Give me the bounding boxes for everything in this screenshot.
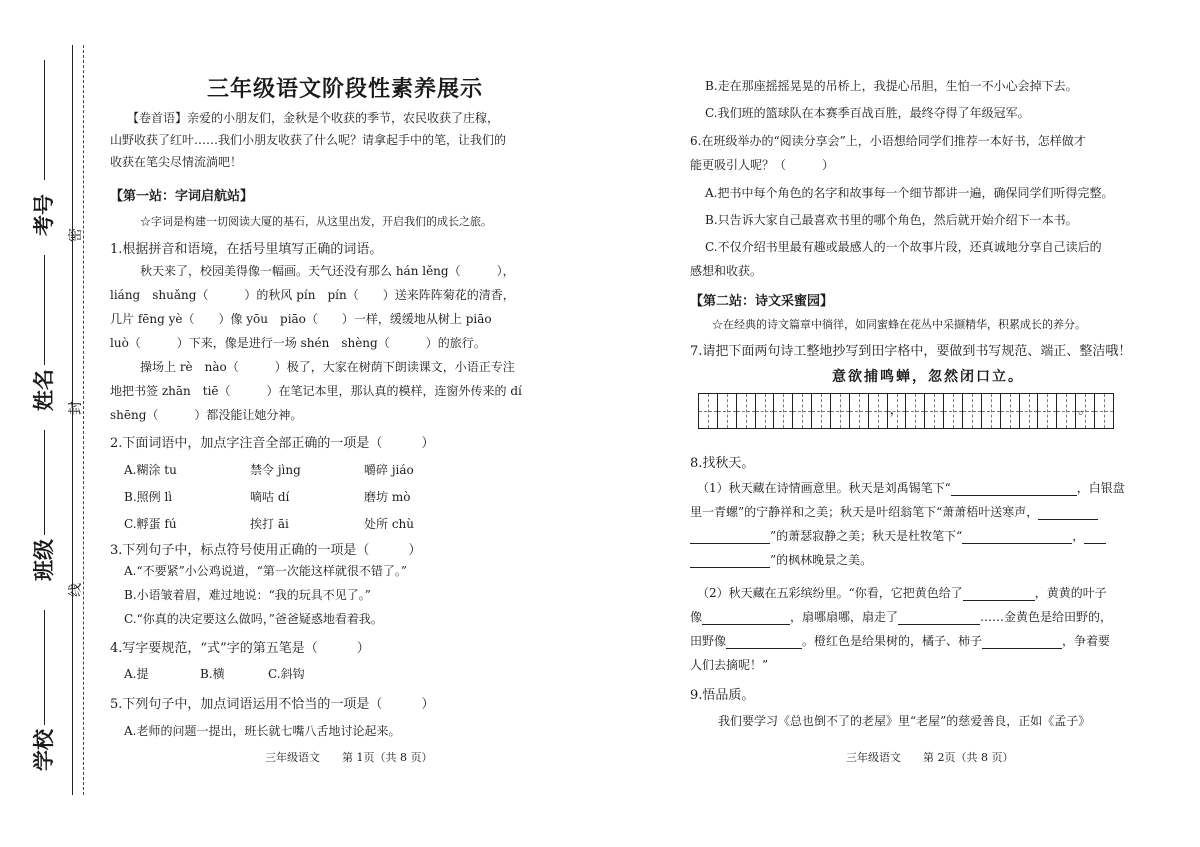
q2-a-2: 禁令 jìng	[250, 463, 301, 477]
answer-blank[interactable]	[963, 586, 1035, 601]
q8-text: （2）秋天藏在五彩缤纷里。“你看，它把黄色给了	[697, 586, 963, 600]
xingming-blank	[44, 255, 45, 365]
grid-cell	[812, 394, 831, 428]
answer-blank[interactable]	[690, 529, 770, 544]
q8-text: 里一青螺”的宁静祥和之美；秋天是叶绍翁笔下“萧萧梧叶送寒声，	[690, 505, 1039, 519]
seal-feng: 封	[68, 401, 84, 415]
answer-blank[interactable]	[1038, 505, 1098, 520]
q2-c-3: 处所 chù	[364, 517, 414, 531]
station2-motto: ☆在经典的诗文篇章中徜徉，如同蜜蜂在花丛中采撷精华，积累成长的养分。	[712, 318, 1086, 331]
q9-stem: 9.悟品质。	[690, 688, 755, 703]
page-title: 三年级语文阶段性素养展示	[207, 76, 484, 102]
grid-cell	[831, 394, 850, 428]
answer-blank[interactable]	[690, 553, 770, 568]
footer-right: 三年级语文 第 2页（共 8 页）	[846, 751, 1014, 764]
q6-option-b: B.只告诉大家自己最喜欢书里的哪个角色，然后就开始介绍下一本书。	[705, 213, 1078, 227]
q6-stem-2: 能更吸引人呢？（ ）	[690, 158, 835, 172]
q1-line-5: 操场上 rè nào（ ）极了，大家在树荫下朗读课文，小语正专注	[140, 360, 515, 374]
answer-blank[interactable]	[951, 481, 1077, 496]
label-xuexiao: 学校	[31, 729, 56, 771]
footer-left: 三年级语文 第 1页（共 8 页）	[265, 751, 433, 764]
grid-cell	[699, 394, 718, 428]
grid-cell	[1001, 394, 1020, 428]
q3-option-c: C.“你真的决定要这么做吗，”爸爸疑惑地看着我。	[124, 612, 383, 626]
grid-cell	[774, 394, 793, 428]
q2-a-1: A.糊涂 tu	[124, 463, 177, 477]
q1-line-2: liáng shuǎng（ ）的秋风 pín pín（ ）送来阵阵菊花的清香，	[110, 288, 515, 302]
q8-part1-line3	[690, 527, 1106, 544]
seal-mi: 密	[68, 228, 84, 242]
q8-text: （1）秋天藏在诗情画意里。秋天是刘禹锡笔下“	[697, 481, 951, 495]
q5-option-b: B.走在那座摇摇晃晃的吊桥上，我提心吊胆，生怕一不小心会掉下去。	[705, 79, 1078, 93]
q6-option-c-1: C.不仅介绍书里最有趣或最感人的一个故事片段，还真诚地分享自己读后的	[705, 240, 1102, 254]
q6-option-a: A.把书中每个角色的名字和故事每一个细节都讲一遍，确保同学们听得完整。	[705, 186, 1114, 200]
q7-poem: 意欲捕鸣蝉，忽然闭口立。	[832, 369, 1024, 385]
grid-cell-comma: ，	[888, 394, 907, 428]
q3-option-a: A.“不要紧”小公鸡说道，“第一次能这样就很不错了。”	[124, 564, 408, 578]
grid-cell	[869, 394, 888, 428]
q8-text: 像	[690, 610, 703, 624]
q7-stem: 7.请把下面两句诗工整地抄写到田字格中，要做到书写规范、端正、整洁哦！	[690, 344, 1132, 359]
q8-text: ……金黄色是给田野的，	[980, 610, 1113, 624]
q5-option-c: C.我们班的篮球队在本赛季百战百胜，最终夺得了年级冠军。	[705, 106, 1030, 120]
tianzige-grid	[698, 393, 1114, 429]
grid-cell	[963, 394, 982, 428]
grid-cell	[756, 394, 775, 428]
q3-option-b: B.小语皱着眉，难过地说：“我的玩具不见了。”	[124, 588, 371, 602]
q2-c-1: C.孵蛋 fú	[124, 517, 177, 531]
q2-a-3: 嚼碎 jiáo	[364, 463, 414, 477]
q9-line: 我们要学习《总也倒不了的老屋》里“老屋”的慈爱善良，正如《孟子》	[718, 714, 1091, 728]
grid-cell	[850, 394, 869, 428]
grid-cell	[1020, 394, 1039, 428]
grid-cell	[793, 394, 812, 428]
grid-cell	[718, 394, 737, 428]
grid-cell	[1095, 394, 1113, 428]
xuexiao-blank	[44, 610, 45, 725]
q8-text: ”的萧瑟寂静之美；秋天是杜牧笔下“	[770, 529, 963, 543]
q4-option-c: C.斜钩	[268, 667, 305, 681]
q8-text: ”的枫林晚景之美。	[770, 553, 873, 567]
q2-b-1: B.照例 lì	[124, 490, 173, 504]
q8-part2-line1	[697, 584, 1107, 601]
q1-line-3: 几片 fēng yè（ ）像 yōu piāo（ ）一样，缓缓地从树上 piāo	[110, 312, 492, 326]
q1-line-6: 地把书签 zhān tiē（ ）在笔记本里，那认真的模样，连窗外传来的 dí	[110, 384, 522, 398]
answer-blank[interactable]	[702, 610, 790, 625]
binding-line-dashed	[83, 45, 84, 795]
station1-title: 【第一站：字词启航站】	[110, 189, 254, 204]
grid-cell	[1038, 394, 1057, 428]
station1-motto: ☆字词是构建一切阅读大厦的基石，从这里出发，开启我们的成长之旅。	[140, 215, 492, 228]
grid-cell	[906, 394, 925, 428]
kaohao-blank	[44, 60, 45, 180]
answer-blank[interactable]	[982, 634, 1062, 649]
answer-blank[interactable]	[962, 529, 1072, 544]
q8-stem: 8.找秋天。	[690, 456, 755, 471]
q2-c-2: 挨打 āi	[250, 517, 289, 531]
q2-b-3: 磨坊 mò	[364, 490, 411, 504]
grid-cell-period: 。	[1076, 394, 1095, 428]
grid-cell	[1057, 394, 1076, 428]
answer-blank[interactable]	[726, 634, 802, 649]
label-banji: 班级	[31, 539, 56, 581]
q8-text: ，黄黄的叶子	[1034, 586, 1107, 600]
answer-blank[interactable]	[898, 610, 980, 625]
q4-stem: 4.写字要规范，“式”字的第五笔是（ ）	[110, 641, 370, 656]
q1-line-4: luò（ ）下来，像是进行一场 shén shèng（ ）的旅行。	[110, 336, 486, 350]
grid-cell	[737, 394, 756, 428]
q4-option-a: A.提	[124, 667, 149, 681]
q6-stem-1: 6.在班级举办的“阅读分享会”上，小语想给同学们推荐一本好书，怎样做才	[690, 134, 1086, 148]
preface-line-1: 【卷首语】亲爱的小朋友们，金秋是个收获的季节，农民收获了庄稼，	[127, 111, 500, 125]
q2-stem: 2.下面词语中，加点字注音全部正确的一项是（ ）	[110, 436, 435, 451]
q8-part2-line2	[690, 608, 1112, 625]
binding-line-outer	[72, 45, 73, 795]
label-xingming: 姓名	[31, 369, 56, 411]
q8-text: ，争着要	[1062, 634, 1111, 648]
q2-b-2: 嘀咕 dí	[250, 490, 290, 504]
grid-cell	[944, 394, 963, 428]
seal-xian: 线	[68, 583, 84, 597]
q8-part1-line4	[690, 551, 872, 568]
grid-cell	[925, 394, 944, 428]
grid-cell	[982, 394, 1001, 428]
q8-text: ，白银盘	[1076, 481, 1125, 495]
q4-option-b: B.横	[200, 667, 225, 681]
label-kaohao: 考号	[31, 194, 56, 236]
q8-text: ，扇哪扇哪，扇走了	[790, 610, 899, 624]
q5-stem: 5.下列句子中，加点词语运用不恰当的一项是（ ）	[110, 697, 435, 712]
q8-text: 。橙红色是给果树的，橘子、柿子	[802, 634, 983, 648]
answer-blank[interactable]	[1084, 529, 1106, 544]
q5-option-a: A.老师的问题一提出，班长就七嘴八舌地讨论起来。	[124, 724, 401, 738]
q8-text: ，	[1072, 529, 1085, 543]
q6-option-c-2: 感想和收获。	[690, 264, 763, 278]
q1-line-1: 秋天来了，校园美得像一幅画。天气还没有那么 hán lěng（ ），	[140, 264, 515, 278]
q1-stem: 1.根据拼音和语境，在括号里填写正确的词语。	[110, 242, 383, 257]
q8-part2-line3	[690, 632, 1110, 649]
q8-text: 田野像	[690, 634, 727, 648]
banji-blank	[44, 430, 45, 535]
q3-stem: 3.下列句子中，标点符号使用正确的一项是（ ）	[110, 543, 422, 558]
station2-title: 【第二站：诗文采蜜园】	[690, 294, 834, 309]
q1-line-7: shēng（ ）都没能让她分神。	[110, 408, 303, 422]
preface-line-3: 收获在笔尖尽情流淌吧！	[110, 155, 243, 169]
q8-part2-line4: 人们去摘呢！”	[690, 658, 769, 672]
q8-part1-line1	[697, 479, 1125, 496]
q8-part1-line2	[690, 503, 1098, 520]
preface-line-2: 山野收获了红叶……我们小朋友收获了什么呢？请拿起手中的笔，让我们的	[110, 133, 507, 147]
